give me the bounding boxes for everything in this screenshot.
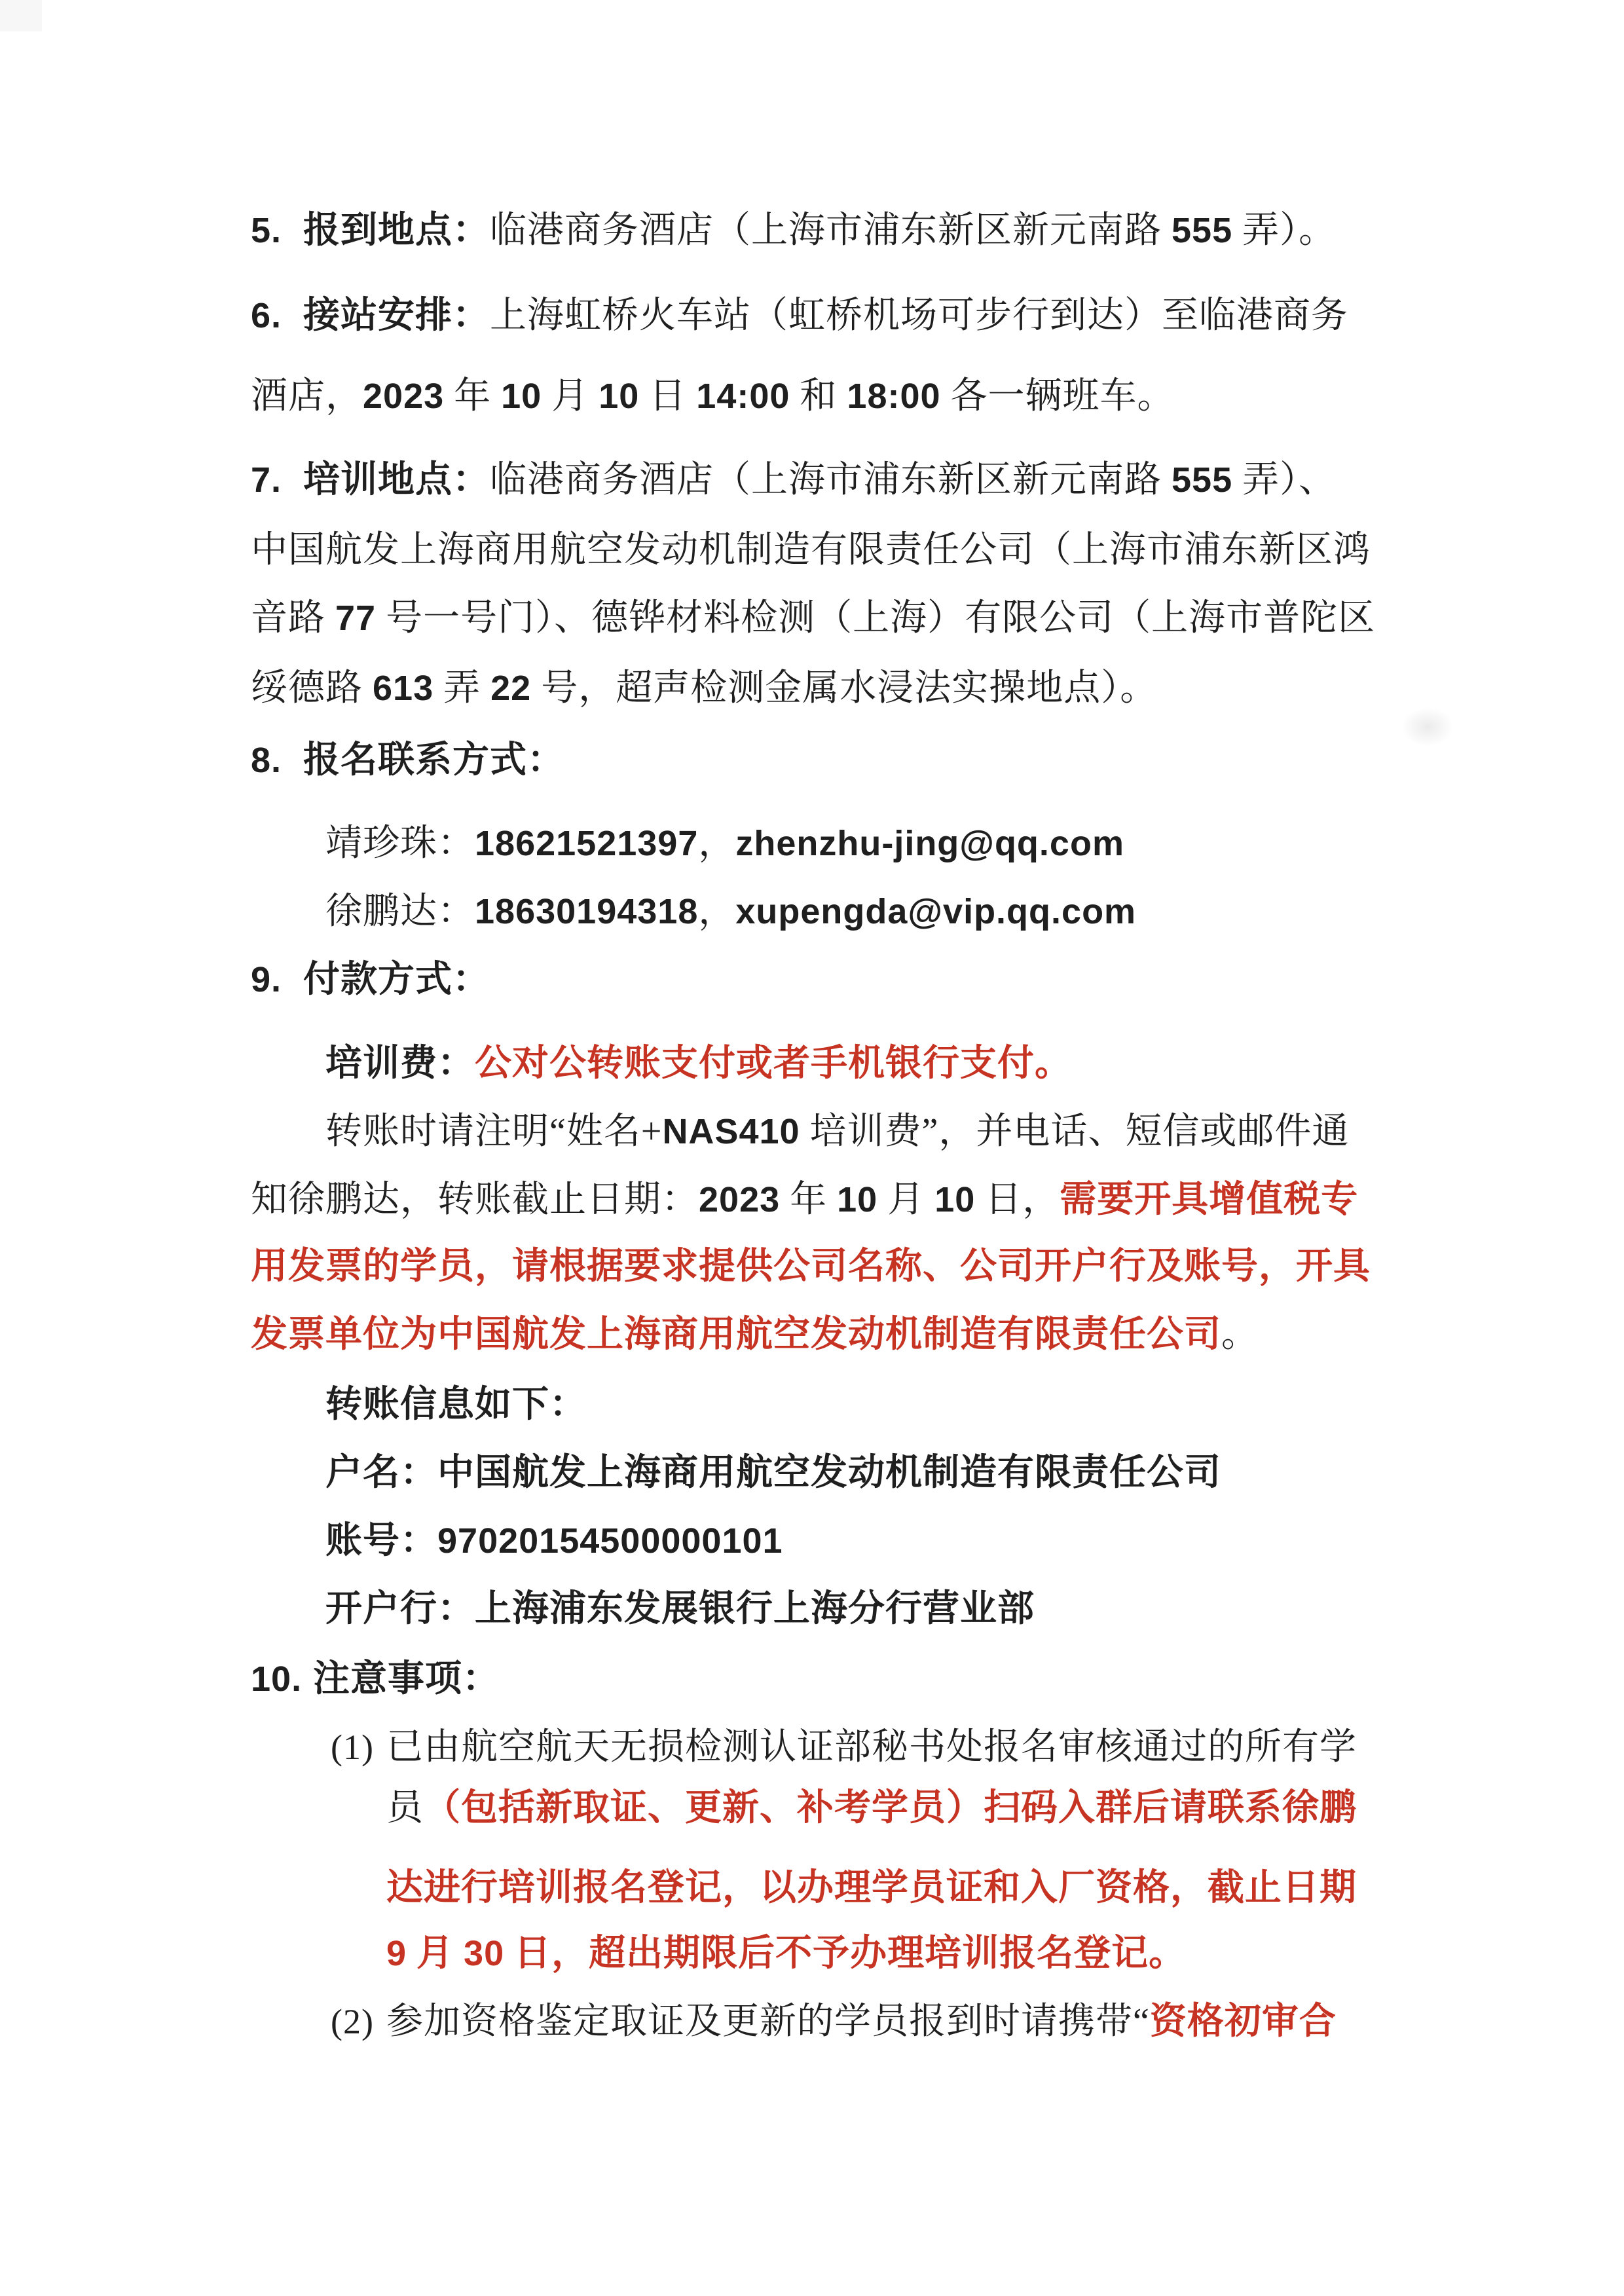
text-line-note-c (251, 1232, 1403, 1301)
body-text: 已由航空航天无损检测认证部秘书处报名审核通过的所有学 (386, 1727, 1357, 1768)
text-line-item7 (251, 446, 1403, 514)
highlight-red-text: 日，超出期限后不予办理培训报名登记。 (504, 1933, 1187, 1974)
text-line-note1-2 (251, 1774, 1403, 1842)
text-line-note1-1 (251, 1713, 1403, 1781)
body-text: ， (698, 891, 736, 932)
text-line-note1-3 (251, 1854, 1403, 1922)
highlight-red-text: 需要开具增值税专 (1060, 1179, 1359, 1220)
body-text: 音路 (251, 598, 335, 639)
bold-label: 户名： (325, 1453, 437, 1493)
bold-label: 中国航发上海商用航空发动机制造有限责任公司 (437, 1453, 1221, 1493)
latin-text: 97020154500000101 (437, 1521, 783, 1561)
body-text: 临港商务酒店（上海市浦东新区新元南路 (490, 460, 1172, 500)
body-text: 上海虹桥火车站（虹桥机场可步行到达）至临港商务 (490, 295, 1348, 336)
text-line-note-a (251, 1098, 1403, 1166)
text-line-item6-cont (251, 362, 1403, 430)
item-number: 8. (251, 741, 282, 780)
body-text: 号一号门）、德铧材料检测（上海）有限公司（上海市普陀区 (376, 598, 1376, 639)
latin-text: 10 (501, 377, 542, 416)
body-text: 和 (790, 376, 847, 417)
bold-label: 培训地点： (303, 460, 490, 500)
text-line-item7-cont1 (251, 516, 1403, 584)
item-number: 9. (251, 960, 282, 999)
latin-red-text: 30 (464, 1934, 505, 1973)
body-text: 临港商务酒店（上海市浦东新区新元南路 (490, 210, 1172, 251)
text-line-fee (251, 1029, 1403, 1098)
text-line-note2-1 (251, 1988, 1403, 2056)
body-text: 转账时请注明“姓名+ (325, 1111, 663, 1152)
latin-text: 18630194318 (475, 892, 699, 931)
body-text: 各一辆班车。 (940, 376, 1175, 417)
text-line-acct-no (251, 1507, 1403, 1575)
text-line-item7-cont3 (251, 654, 1403, 722)
latin-text: 10 (599, 377, 640, 416)
item-number: 10. (251, 1659, 303, 1699)
latin-text: 555 (1172, 211, 1233, 250)
latin-text: 10 (837, 1180, 878, 1219)
text-line-acct-name (251, 1439, 1403, 1507)
bold-label: 付款方式： (303, 959, 490, 1000)
body-text: 弄 (434, 668, 491, 709)
body-text: 靖珍珠： (325, 823, 475, 864)
bold-label: 培训费： (325, 1043, 475, 1084)
latin-text: xupengda@vip.qq.com (735, 892, 1137, 931)
text-line-note-b (251, 1166, 1403, 1234)
item-number: 5. (251, 211, 282, 250)
text-line-contact1 (251, 809, 1403, 878)
body-text: 年 (780, 1179, 838, 1220)
latin-red-text: 9 (386, 1934, 407, 1973)
bold-label: 报到地点： (303, 210, 490, 251)
text-line-item8 (251, 726, 1403, 794)
highlight-red-text: 用发票的学员，请根据要求提供公司名称、公司开户行及账号，开具 (251, 1246, 1371, 1287)
body-text: 培训费”，并电话、短信或邮件通 (800, 1111, 1350, 1152)
text-line-note-d (251, 1301, 1403, 1369)
bold-label: 账号： (325, 1521, 437, 1561)
body-text: 绥德路 (251, 668, 373, 709)
document-body (251, 196, 1403, 2056)
highlight-red-text: 资格初审合 (1149, 2001, 1337, 2042)
body-text: 知徐鹏达，转账截止日期： (251, 1179, 699, 1220)
body-text: 号，超声检测金属水浸法实操地点）。 (531, 668, 1158, 709)
text-line-item10 (251, 1645, 1403, 1713)
text-line-bank (251, 1575, 1403, 1643)
body-text: 酒店， (251, 376, 363, 417)
scan-smudge-artifact (1401, 707, 1454, 747)
latin-text: 14:00 (696, 377, 790, 416)
subitem-number: (1) (331, 1728, 374, 1767)
body-text: 弄）、 (1232, 460, 1337, 500)
body-text: 日 (639, 376, 697, 417)
body-text: 参加资格鉴定取证及更新的学员报到时请携带“ (386, 2001, 1150, 2042)
bold-label: 接站安排： (303, 295, 490, 336)
bold-label: 注意事项： (313, 1659, 500, 1699)
latin-text: 2023 (363, 377, 445, 416)
body-text: 徐鹏达： (325, 891, 475, 932)
text-line-contact2 (251, 878, 1403, 946)
latin-text: NAS410 (662, 1112, 800, 1151)
latin-text: 18:00 (847, 377, 941, 416)
highlight-red-text: 月 (407, 1933, 464, 1974)
scan-corner-artifact (0, 0, 42, 31)
body-text: 年 (444, 376, 502, 417)
text-line-item5 (251, 196, 1403, 265)
highlight-red-text: 公对公转账支付或者手机银行支付。 (475, 1043, 1072, 1084)
bold-label: 上海浦东发展银行上海分行营业部 (475, 1589, 1035, 1629)
item-number: 6. (251, 296, 282, 335)
bold-label: 转账信息如下： (325, 1384, 587, 1425)
text-line-note1-4 (251, 1919, 1403, 1988)
body-text: ， (698, 823, 736, 864)
bold-label: 报名联系方式： (303, 740, 564, 781)
latin-text: 22 (490, 669, 532, 708)
body-text: 。 (1221, 1314, 1259, 1355)
latin-text: 2023 (699, 1180, 781, 1219)
body-text: 月 (542, 376, 599, 417)
highlight-red-text: （包括新取证、更新、补考学员）扫码入群后请联系徐鹏 (424, 1788, 1357, 1828)
latin-text: 10 (934, 1180, 976, 1219)
body-text: 员 (386, 1788, 424, 1828)
latin-text: 77 (335, 599, 377, 638)
item-number: 7. (251, 460, 282, 500)
bold-label: 开户行： (325, 1589, 475, 1629)
text-line-item6 (251, 282, 1403, 350)
body-text: 弄）。 (1232, 210, 1337, 251)
highlight-red-text: 达进行培训报名登记，以办理学员证和入厂资格，截止日期 (386, 1868, 1357, 1908)
text-line-item9 (251, 946, 1403, 1014)
latin-text: 18621521397 (475, 824, 699, 863)
subitem-number: (2) (331, 2002, 374, 2041)
latin-text: 613 (373, 669, 434, 708)
body-text: 日， (975, 1179, 1060, 1220)
highlight-red-text: 发票单位为中国航发上海商用航空发动机制造有限责任公司 (251, 1314, 1221, 1355)
text-line-transfer-h (251, 1371, 1403, 1439)
body-text: 中国航发上海商用航空发动机制造有限责任公司（上海市浦东新区鸿 (251, 530, 1371, 570)
body-text: 月 (877, 1179, 935, 1220)
text-line-item7-cont2 (251, 584, 1403, 652)
latin-text: 555 (1172, 460, 1233, 500)
latin-text: zhenzhu-jing@qq.com (735, 824, 1124, 863)
